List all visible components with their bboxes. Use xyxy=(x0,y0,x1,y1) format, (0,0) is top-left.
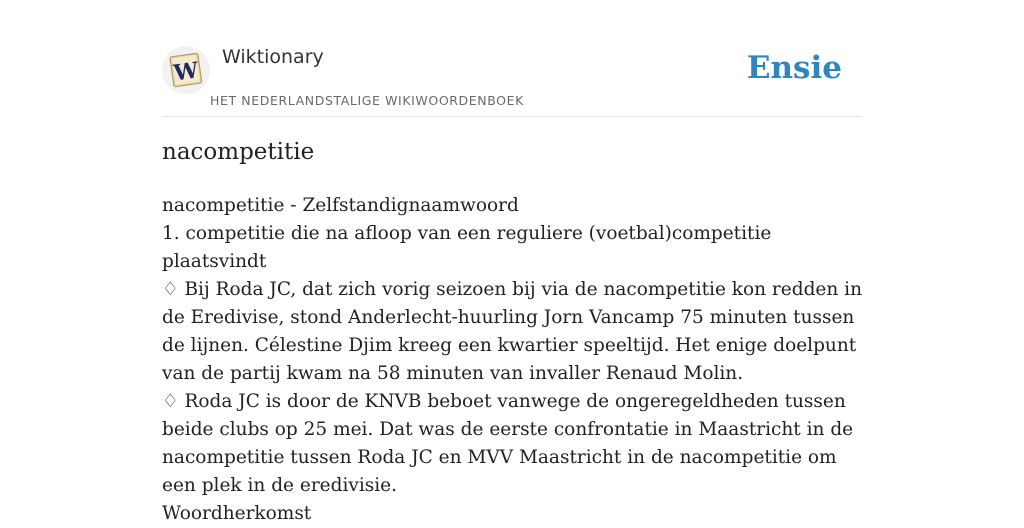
wiktionary-logo-icon[interactable] xyxy=(162,46,210,94)
example-1: ♢ Bij Roda JC, dat zich vorig seizoen bij via de nacompetitie kon redden in de Eredivise, stond Anderlecht-huurling Jorn Vancamp 75 minuten tussen de lijnen. Célestine Djim kreeg een kwartier speeltijd. Het enige doelpunt van de partij kwam na 58 minuten van invaller Renaud Molin. xyxy=(162,279,862,384)
site-name[interactable]: Wiktionary xyxy=(222,46,324,68)
page-title: nacompetitie xyxy=(162,139,315,165)
section-heading-woordherkomst: Woordherkomst xyxy=(162,503,312,524)
site-subtitle: HET NEDERLANDSTALIGE WIKIWOORDENBOEK xyxy=(210,93,524,108)
part-of-speech-line: nacompetitie - Zelfstandignaamwoord xyxy=(162,195,519,216)
ensie-brand-link[interactable]: Ensie xyxy=(746,50,842,86)
site-header xyxy=(162,0,862,117)
definition: 1. competitie die na afloop van een reguliere (voetbal)competitie plaatsvindt xyxy=(162,223,772,272)
example-2: ♢ Roda JC is door de KNVB beboet vanwege de ongeregeldheden tussen beide clubs op 25 mei. Dat was de eerste confrontatie in Maastricht in de nacompetitie tussen Roda JC en MVV Maastricht in de nacompetitie om een plek in de eredivisie. xyxy=(162,391,854,496)
entry-content xyxy=(162,192,862,528)
svg-text:W: W xyxy=(172,57,201,87)
